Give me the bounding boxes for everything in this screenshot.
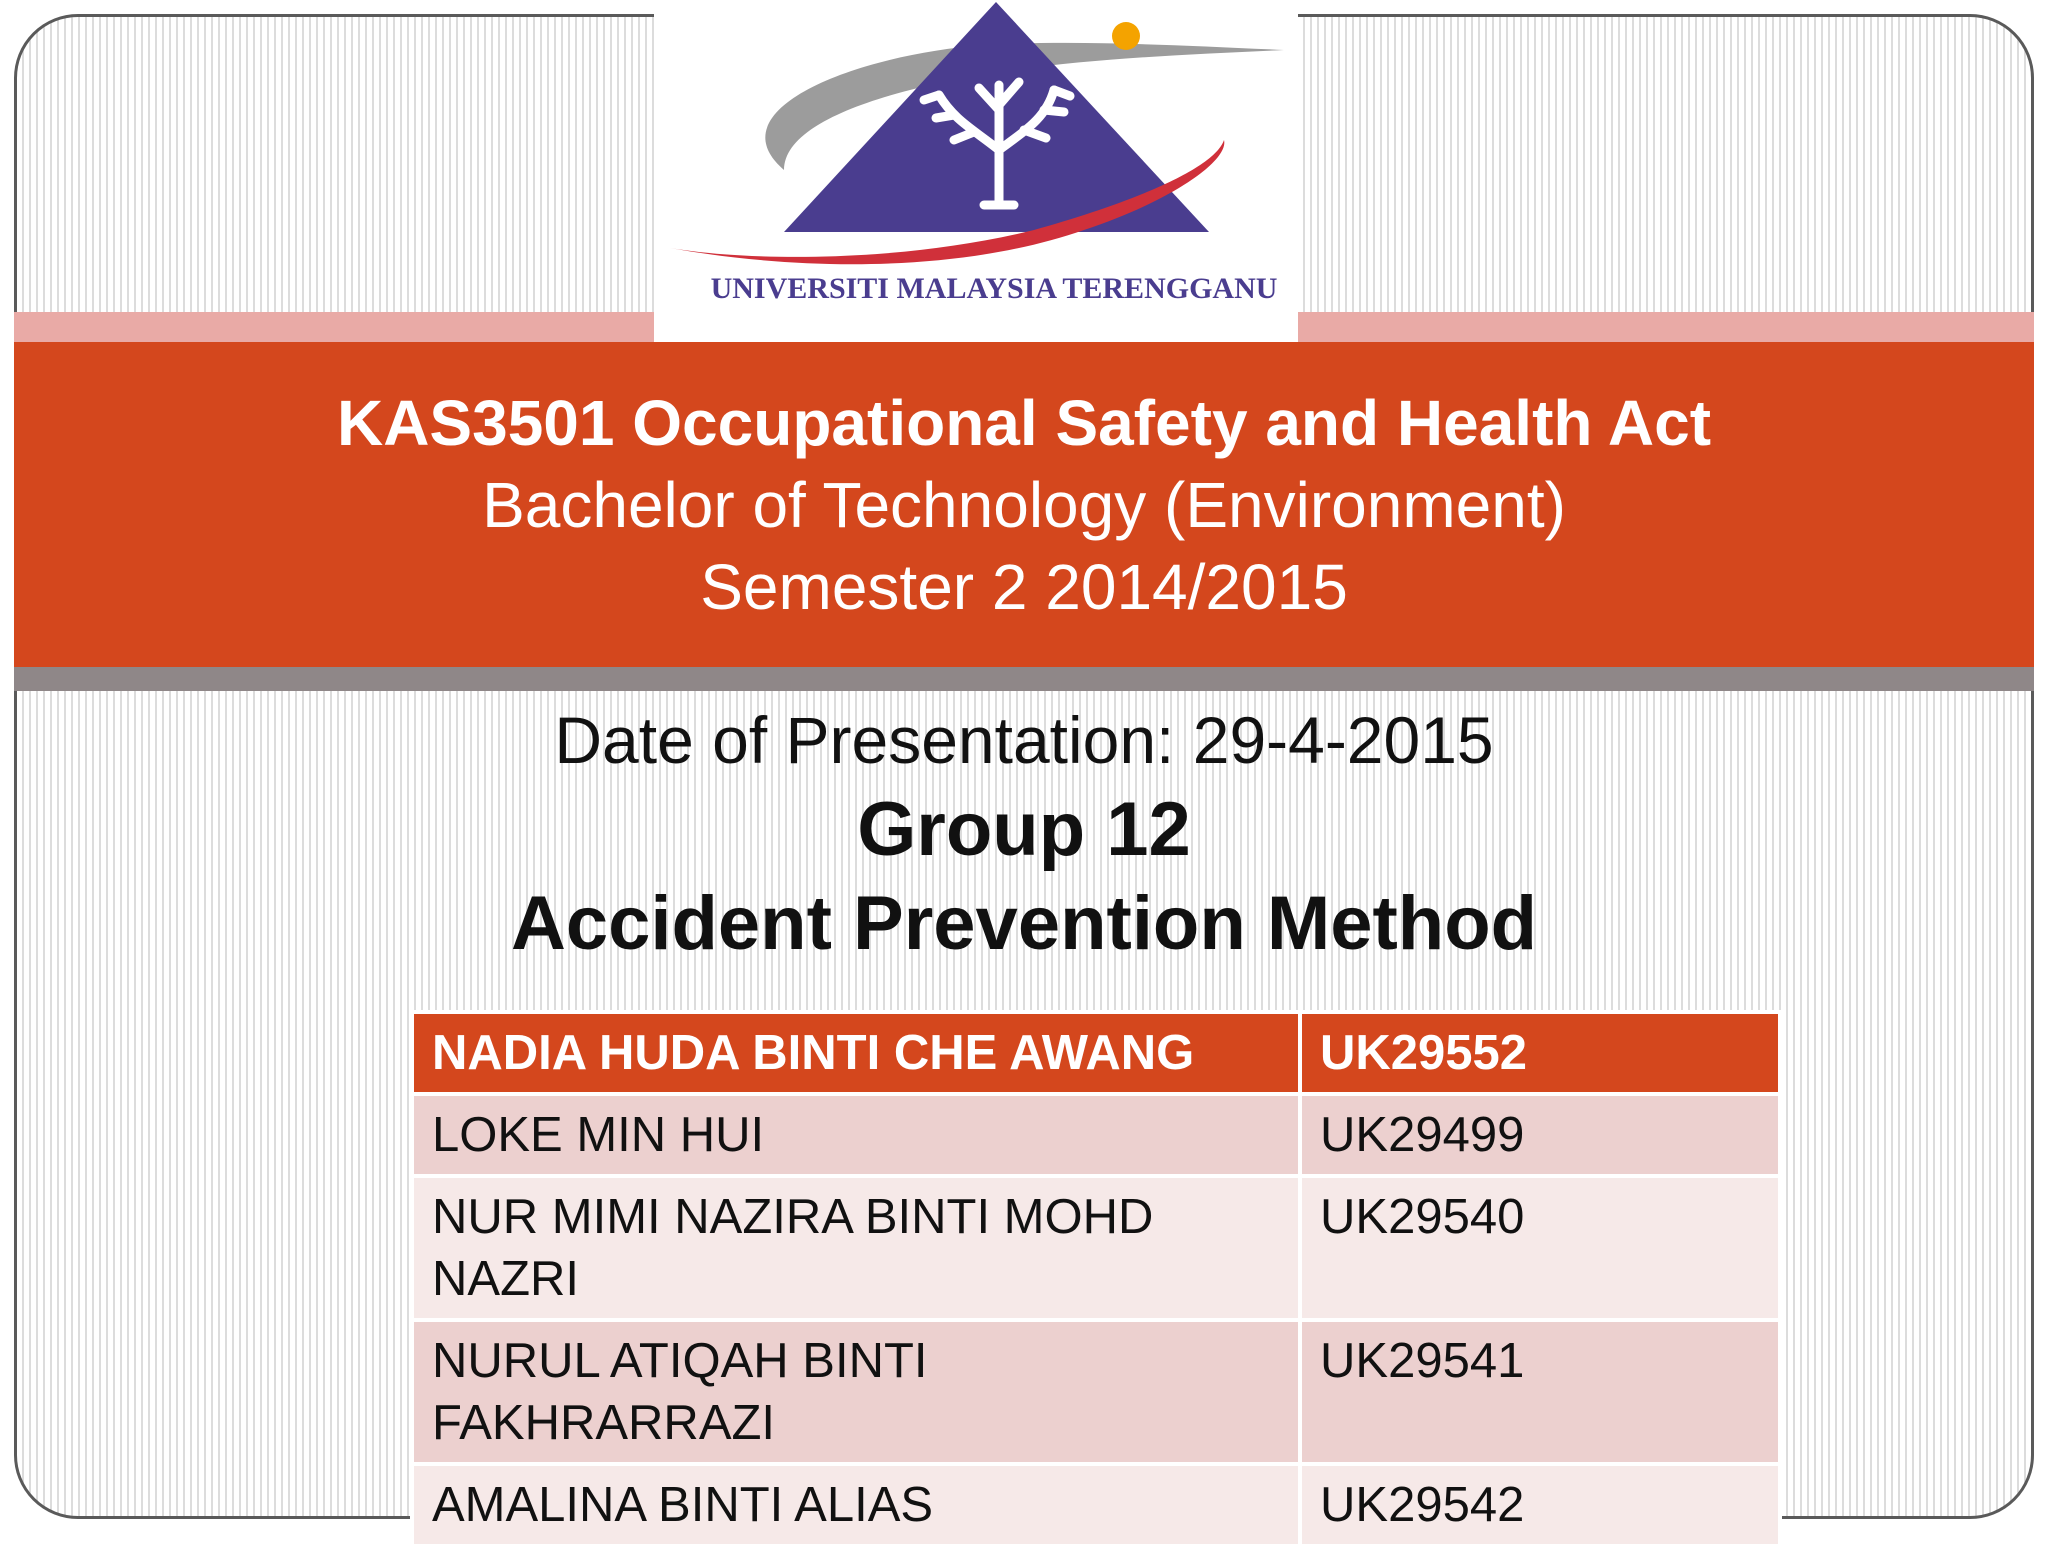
- table-row: [412, 1464, 1780, 1546]
- course-title: KAS3501 Occupational Safety and Health Act: [336, 386, 1712, 459]
- semester-label: Semester 2 2014/2015: [700, 550, 1348, 623]
- grey-divider: [14, 667, 2034, 691]
- member-name: NURUL ATIQAH BINTI FAKHRARRAZI: [412, 1320, 1300, 1464]
- member-id: UK29552: [1300, 1012, 1780, 1094]
- member-id: UK29499: [1300, 1094, 1780, 1176]
- member-id: UK29541: [1300, 1320, 1780, 1464]
- member-id: UK29540: [1300, 1176, 1780, 1320]
- presentation-date: Date of Presentation: 29-4-2015: [554, 703, 1494, 777]
- university-logo: [654, 0, 1298, 342]
- table-row: [412, 1320, 1780, 1464]
- member-name: LOKE MIN HUI: [412, 1094, 1300, 1176]
- table-row: [412, 1094, 1780, 1176]
- member-name: NUR MIMI NAZIRA BINTI MOHD NAZRI: [412, 1176, 1300, 1320]
- title-banner: [14, 342, 2034, 667]
- table-row: [412, 1176, 1780, 1320]
- table-row: [412, 1012, 1780, 1094]
- group-title: Group 12: [857, 787, 1191, 872]
- member-id: UK29542: [1300, 1464, 1780, 1546]
- member-name: NADIA HUDA BINTI CHE AWANG: [412, 1012, 1300, 1094]
- programme-name: Bachelor of Technology (Environment): [482, 468, 1566, 541]
- member-name: AMALINA BINTI ALIAS: [412, 1464, 1300, 1546]
- topic-title: Accident Prevention Method: [510, 881, 1538, 966]
- umt-emblem-icon: [654, 0, 1298, 342]
- logo-text: UNIVERSITI MALAYSIA TERENGGANU: [710, 272, 1278, 305]
- members-table: [410, 1010, 1782, 1548]
